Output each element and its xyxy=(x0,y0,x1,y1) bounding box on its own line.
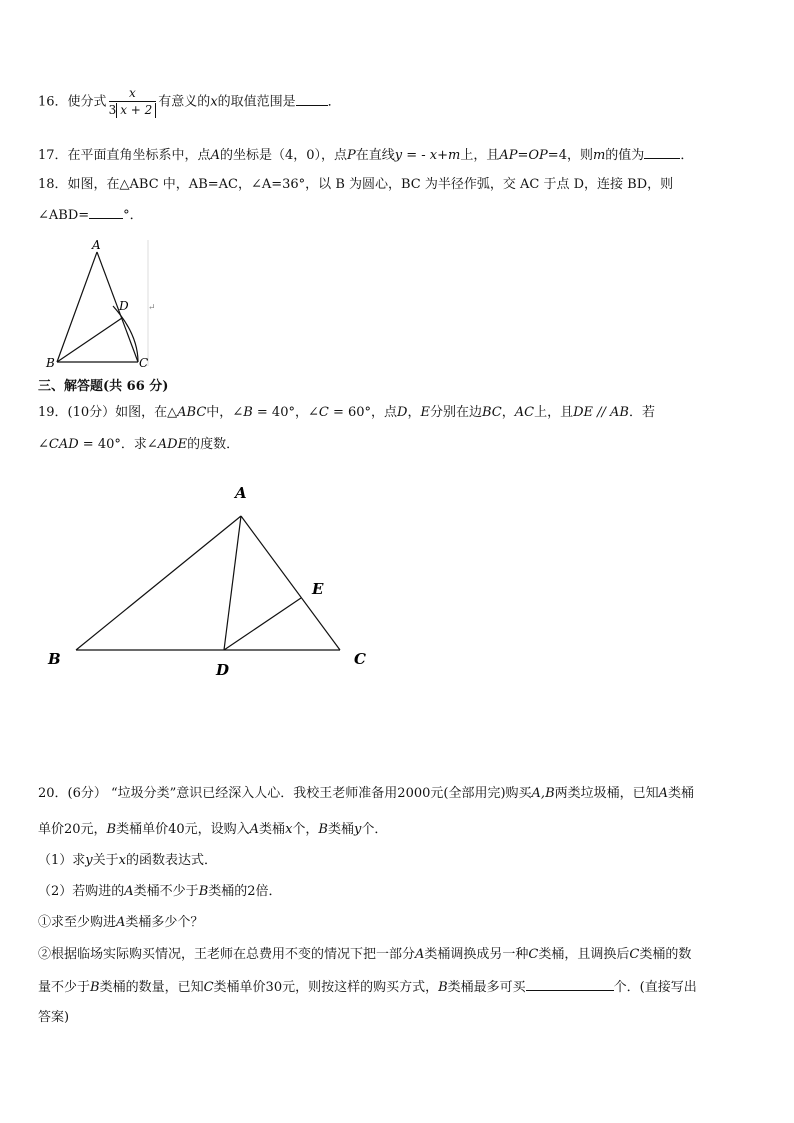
q18-side-ac xyxy=(97,252,138,362)
q17-t2: 的坐标是（4，0），点 xyxy=(219,148,347,163)
q19-segment-de xyxy=(224,598,301,650)
q19-side-ac xyxy=(241,516,340,650)
q19-line1-segments xyxy=(38,405,655,420)
q18-line1: 18．如图，在△ABC 中，AB=AC，∠A=36°，以 B 为圆心，BC 为半径作弧，交 AC 于点 D，连接 BD，则 xyxy=(38,177,674,192)
q20-line7-seg-3: C xyxy=(203,980,214,995)
q16-text-pre: 使分式 xyxy=(67,94,107,110)
q20-line2-segments xyxy=(38,822,387,837)
q18-label-a: A xyxy=(92,238,101,252)
q17-end: ． xyxy=(680,148,694,163)
q20-line2 xyxy=(38,821,387,839)
q18-line2 xyxy=(38,206,143,225)
q19-line1-seg-7: D xyxy=(397,405,408,420)
q20-line3-seg-2: 关于 xyxy=(92,853,119,868)
q18-segment-bd xyxy=(57,318,122,362)
q20-line1 xyxy=(38,785,694,803)
q20-line1-seg-0: 20．(6分） “垃圾分类”意识已经深入人心．我校王老师准备用2000元(全部用完)购买 xyxy=(38,786,532,801)
q20-line1-seg-4: 类桶 xyxy=(668,786,695,801)
q18-side-ab xyxy=(57,252,97,362)
q20-line8: 答案) xyxy=(38,1010,70,1025)
q17-answer-blank[interactable] xyxy=(644,146,680,159)
q20-line2-seg-8: 类桶 xyxy=(327,822,354,837)
q19-line1-seg-2: 中， xyxy=(206,405,233,420)
q20-line7-seg-5: B xyxy=(438,980,448,995)
q19-segment-ad xyxy=(224,516,241,650)
q20-line2-seg-1: B xyxy=(106,822,117,837)
q20-line3-seg-3: x xyxy=(118,853,126,868)
q20-line4-seg-2: 类桶不少于 xyxy=(133,884,199,899)
q20-line1-seg-1: A,B xyxy=(531,786,555,801)
q19-label-e: E xyxy=(312,580,324,598)
q20-line6 xyxy=(38,946,691,964)
q16-fraction-numerator: x xyxy=(129,86,136,100)
q17-t5: =4，则 xyxy=(547,148,593,163)
q16-end: ． xyxy=(327,94,341,110)
q18-degree-end: °． xyxy=(123,208,143,223)
q17-t6: 的值为 xyxy=(605,148,645,163)
q20-line6-seg-2: 类桶调换成另一种 xyxy=(424,947,529,962)
q19-line1-seg-11: BC xyxy=(481,405,502,420)
q20-line2-seg-0: 单价20元， xyxy=(38,822,107,837)
q17-line-equation: y = - x+m xyxy=(394,148,461,163)
q20-line4-seg-1: A xyxy=(124,884,134,899)
q19-line1-seg-14: 上，且 xyxy=(534,405,574,420)
q20-line4-seg-3: B xyxy=(198,884,209,899)
q20-line2-seg-7: B xyxy=(318,822,328,837)
q20-line5-seg-2: 类桶多少个？ xyxy=(125,915,204,930)
q19-line1-seg-6: = 60°，点 xyxy=(328,405,398,420)
q20-line6-seg-6: 类桶的数 xyxy=(639,947,692,962)
q20-line6-seg-1: A xyxy=(415,947,425,962)
q19-line1-seg-10: 分别在边 xyxy=(429,405,482,420)
q18-answer-blank[interactable] xyxy=(89,206,123,219)
q17-point-a: A xyxy=(210,148,220,163)
q20-line1-segments xyxy=(38,786,694,801)
q20-line2-seg-4: 类桶 xyxy=(259,822,286,837)
q17-condition: AP=OP xyxy=(499,148,548,163)
q20-line4-segments xyxy=(38,884,282,899)
q19-line1-seg-1: △ABC xyxy=(167,405,207,420)
q19-line1-seg-4: = 40°， xyxy=(252,405,308,420)
q18-angle-label: ∠ABD= xyxy=(38,208,90,223)
q19-line1-seg-15: DE // AB xyxy=(573,405,629,420)
q17-t4: 上，且 xyxy=(460,148,500,163)
q20-line5 xyxy=(38,914,203,932)
q20-line7-end: 个．(直接写出 xyxy=(613,980,697,995)
q19-line1-seg-8: ， xyxy=(407,405,421,420)
q19-line2-seg-1: = 40°．求 xyxy=(78,437,147,452)
q19-side-ab xyxy=(76,516,241,650)
q19-line1-seg-12: ， xyxy=(501,405,515,420)
q16 xyxy=(38,86,341,118)
q20-line5-seg-0: ①求至少购进 xyxy=(38,915,117,930)
q16-fraction xyxy=(109,86,157,118)
q20-line6-seg-3: C xyxy=(528,947,539,962)
q19-line1-seg-9: E xyxy=(420,405,430,420)
q20-line2-seg-2: 类桶单价40元，设购入 xyxy=(116,822,250,837)
q19-line2-seg-0: ∠CAD xyxy=(38,437,79,452)
q20-line2-seg-5: x xyxy=(285,822,293,837)
q20-line6-seg-4: 类桶，且调换后 xyxy=(538,947,630,962)
section-title: 三、解答题(共 66 分) xyxy=(38,379,169,394)
q20-line4-seg-0: （2）若购进的 xyxy=(38,884,125,899)
q20-line2-seg-10: 个． xyxy=(361,822,388,837)
q17-t3: 在直线 xyxy=(355,148,395,163)
q20-line2-seg-3: A xyxy=(249,822,260,837)
q20-line3-seg-1: y xyxy=(85,853,93,868)
q19-line1-seg-5: ∠C xyxy=(307,405,329,420)
q19-line2-segments xyxy=(38,437,239,452)
q17-number: 17． xyxy=(38,148,68,163)
q19-line1-seg-13: AC xyxy=(514,405,535,420)
q19-line1 xyxy=(38,404,655,422)
q16-answer-blank[interactable] xyxy=(296,93,328,106)
q20-line3-seg-4: 的函数表达式． xyxy=(126,853,218,868)
q16-den-coef: 3 xyxy=(108,103,117,117)
q20-line4-seg-4: 类桶的2倍． xyxy=(208,884,282,899)
q20-line5-seg-1: A xyxy=(116,915,126,930)
q18-label-c: C xyxy=(139,356,149,370)
q20-line7-seg-6: 类桶最多可买 xyxy=(447,980,526,995)
q16-fraction-denominator xyxy=(109,101,157,118)
q20-line7-seg-0: 量不少于 xyxy=(38,980,91,995)
q17-point-p: P xyxy=(347,148,356,163)
q16-text-post-b: 的取值范围是 xyxy=(217,94,296,110)
q19-line2 xyxy=(38,436,239,454)
q20-line3-seg-0: （1）求 xyxy=(38,853,86,868)
q20-line7-seg-2: 类桶的数量，已知 xyxy=(99,980,204,995)
q20-line6-seg-0: ②根据临场实际购买情况，王老师在总费用不变的情况下把一部分 xyxy=(38,947,416,962)
q20-line2-seg-6: 个， xyxy=(292,822,319,837)
q20-line4 xyxy=(38,883,282,901)
q19-line1-seg-3: ∠B xyxy=(232,405,253,420)
q18-label-b: B xyxy=(46,356,55,370)
q20-line1-seg-3: A xyxy=(658,786,669,801)
q16-number: 16． xyxy=(38,94,68,110)
q18-label-d: D xyxy=(119,299,129,313)
q20-line1-seg-2: 两类垃圾桶，已知 xyxy=(554,786,659,801)
q19-label-d: D xyxy=(216,661,230,679)
q20-line7 xyxy=(38,978,697,997)
q17-t1: 在平面直角坐标系中，点 xyxy=(67,148,211,163)
q20-line6-seg-5: C xyxy=(629,947,640,962)
q17 xyxy=(38,146,693,165)
q16-text-post-a: 有意义的 xyxy=(158,94,211,110)
q20-answer-blank[interactable] xyxy=(526,978,614,991)
q20-line7-seg-1: B xyxy=(90,980,100,995)
q20-line7-segments xyxy=(38,980,526,995)
q19-label-b: B xyxy=(48,650,61,668)
q16-den-abs: x + 2 xyxy=(116,103,156,118)
q19-line2-seg-3: 的度数． xyxy=(187,437,240,452)
q19-figure xyxy=(40,480,380,680)
q19-line2-seg-2: ∠ADE xyxy=(146,437,188,452)
q20-line5-segments xyxy=(38,915,203,930)
q20-line6-segments xyxy=(38,947,691,962)
q19-line1-seg-16: ．若 xyxy=(629,405,656,420)
q20-line7-seg-4: 类桶单价30元，则按这样的购买方式， xyxy=(213,980,439,995)
q16-var: x xyxy=(210,94,218,110)
q19-label-a: A xyxy=(235,484,247,502)
q18-figure xyxy=(40,238,160,370)
q20-line3-segments xyxy=(38,853,217,868)
q19-label-c: C xyxy=(354,650,366,668)
q19-line1-seg-0: 19．(10分）如图，在 xyxy=(38,405,168,420)
q20-line2-seg-9: y xyxy=(354,822,362,837)
q17-var-m: m xyxy=(592,148,606,163)
q18-return-mark: ↵ xyxy=(148,303,156,313)
q20-line3 xyxy=(38,852,217,870)
